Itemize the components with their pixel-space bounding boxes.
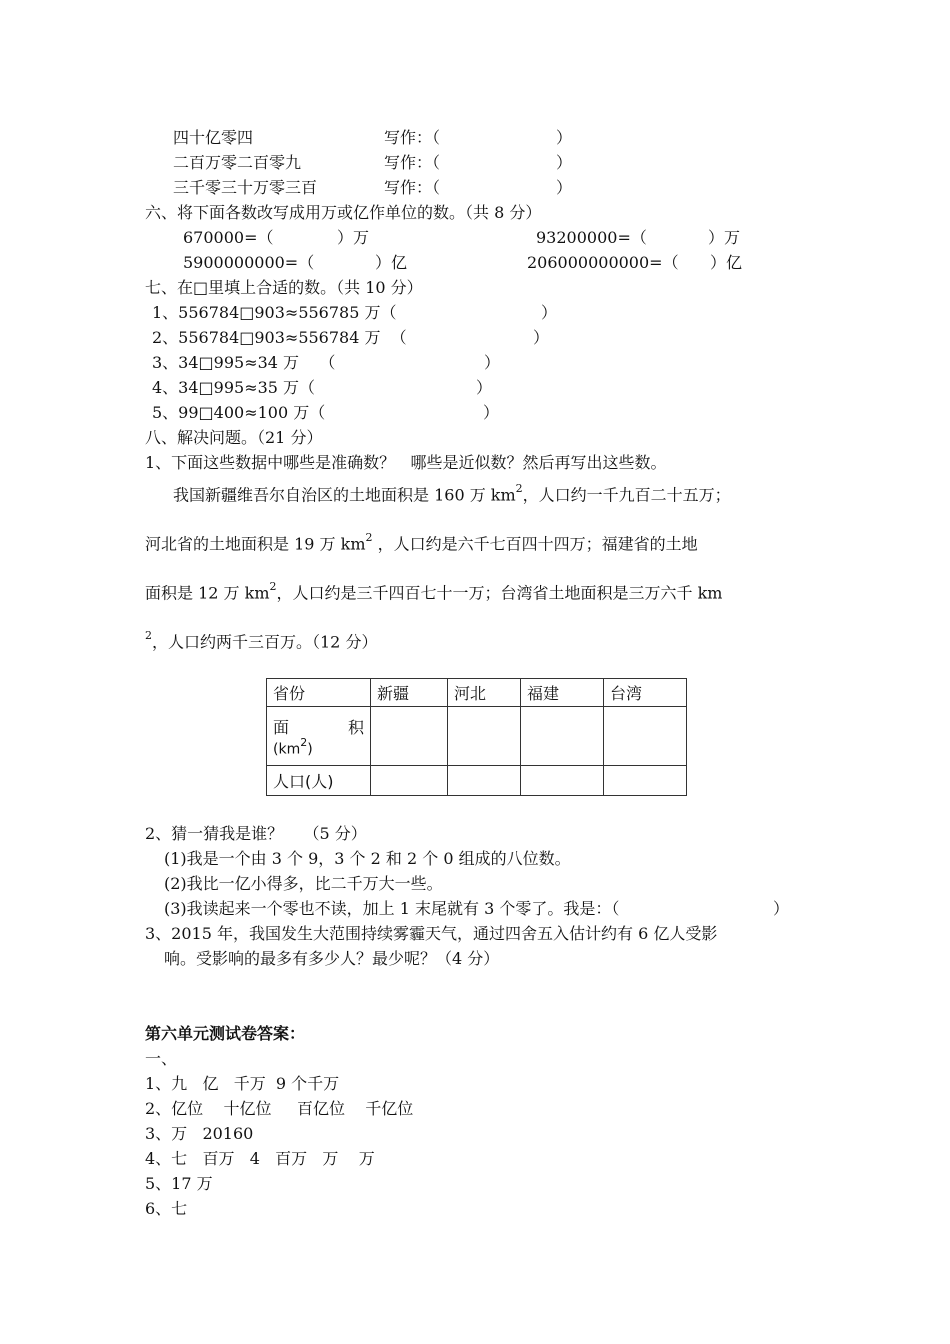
table-row-area-label: 面 积 $(km^2)$ xyxy=(267,707,371,766)
table-cell-pop-hebei[interactable] xyxy=(448,765,521,795)
section7-item-1: 1、556784□903≈556785 万（ xyxy=(152,303,397,322)
table-header-xinjiang: 新疆 xyxy=(371,679,448,707)
section6-item-3-unit: ）亿 xyxy=(375,253,408,272)
section6-item-1: 670000=（ xyxy=(183,228,274,247)
table-header-row xyxy=(267,679,687,707)
section7-item-1-close: ） xyxy=(541,303,558,322)
table-header-province: 省份 xyxy=(267,679,371,707)
write-item-label-3: 写作：（ xyxy=(384,178,441,197)
q3-line-1: 3、2015 年，我国发生大范围持续雾霾天气，通过四舍五入估计约有 6 亿人受影 xyxy=(145,924,718,943)
table-cell-area-taiwan[interactable] xyxy=(604,707,687,766)
table-cell-area-hebei[interactable] xyxy=(448,707,521,766)
answer-item-5: 5、17 万 xyxy=(145,1174,213,1193)
q2-line-3-close: ） xyxy=(773,899,790,918)
table-header-taiwan: 台湾 xyxy=(604,679,687,707)
section8-title: 八、解决问题。（21 分） xyxy=(145,428,323,447)
q2-line-3: (3)我读起来一个零也不读，加上 1 末尾就有 3 个零了。我是：（ xyxy=(164,899,620,918)
section7-item-3: 3、34□995≈34 万 （ xyxy=(152,353,336,372)
answer-item-4: 4、七 百万 4 百万 万 万 xyxy=(145,1149,375,1168)
section6-item-2-unit: ）万 xyxy=(708,228,741,247)
write-item-label-2: 写作：（ xyxy=(384,153,441,172)
table-row-population xyxy=(267,765,687,795)
answer-item-2: 2、亿位 十亿位 百亿位 千亿位 xyxy=(145,1099,414,1118)
section6-item-4: 206000000000=（ xyxy=(527,253,679,272)
q3-line-2: 响。受影响的最多有多少人？最少呢？（4 分） xyxy=(164,949,500,968)
q2-line-1: (1)我是一个由 3 个 9，3 个 2 和 2 个 0 组成的八位数。 xyxy=(164,849,571,868)
q1-title: 1、下面这些数据中哪些是准确数？ 哪些是近似数？然后再写出这些数。 xyxy=(145,453,667,472)
write-item-close-3: ） xyxy=(556,178,573,197)
section6-item-3: 5900000000=（ xyxy=(183,253,315,272)
answers-title: 第六单元测试卷答案： xyxy=(145,1024,306,1043)
write-item-close-2: ） xyxy=(556,153,573,172)
q1-paragraph-line-4: $^2$，人口约两千三百万。（12 分） xyxy=(145,629,378,652)
answers-part-label: 一、 xyxy=(145,1049,178,1068)
table-cell-pop-taiwan[interactable] xyxy=(604,765,687,795)
write-item-label-1: 写作：（ xyxy=(384,128,441,147)
write-item-text-1: 四十亿零四 xyxy=(173,128,254,147)
table-header-fujian: 福建 xyxy=(521,679,604,707)
table-cell-pop-fujian[interactable] xyxy=(521,765,604,795)
q2-line-2: (2)我比一亿小得多，比二千万大一些。 xyxy=(164,874,443,893)
q1-paragraph-line-1: 我国新疆维吾尔自治区的土地面积是 160 万 $km^2$，人口约一千九百二十五万； xyxy=(173,482,731,505)
table-cell-pop-xinjiang[interactable] xyxy=(371,765,448,795)
table-row-population-label: 人口(人) xyxy=(267,765,371,795)
section6-item-4-unit: ）亿 xyxy=(710,253,743,272)
section6-title: 六、将下面各数改写成用万或亿作单位的数。（共 8 分） xyxy=(145,203,542,222)
section6-item-2: 93200000=（ xyxy=(536,228,647,247)
q2-title: 2、猜一猜我是谁？ （5 分） xyxy=(145,824,367,843)
q1-paragraph-line-3: 面积是 12 万 $km^2$，人口约是三千四百七十一万；台湾省土地面积是三万六千 km xyxy=(145,580,723,603)
write-item-text-2: 二百万零二百零九 xyxy=(173,153,302,172)
section7-title: 七、在□里填上合适的数。（共 10 分） xyxy=(145,278,423,297)
answer-item-6: 6、七 xyxy=(145,1199,188,1218)
write-item-text-3: 三千零三十万零三百 xyxy=(173,178,318,197)
section7-item-4: 4、34□995≈35 万（ xyxy=(152,378,316,397)
section7-item-2: 2、556784□903≈556784 万 （ xyxy=(152,328,407,347)
table-row-area xyxy=(267,707,687,766)
section7-item-3-close: ） xyxy=(484,353,501,372)
q1-paragraph-line-2: 河北省的土地面积是 19 万 $km^2$ ，人口约是六千七百四十四万；福建省的土地 xyxy=(145,531,698,554)
section6-item-1-unit: ）万 xyxy=(337,228,370,247)
answer-item-1: 1、九 亿 千万 9 个千万 xyxy=(145,1074,340,1093)
section7-item-5-close: ） xyxy=(483,403,500,422)
section7-item-5: 5、99□400≈100 万（ xyxy=(152,403,326,422)
write-item-close-1: ） xyxy=(556,128,573,147)
province-table xyxy=(266,678,687,796)
table-cell-area-fujian[interactable] xyxy=(521,707,604,766)
section7-item-2-close: ） xyxy=(533,328,550,347)
table-header-hebei: 河北 xyxy=(448,679,521,707)
answer-item-3: 3、万 20160 xyxy=(145,1124,254,1143)
section7-item-4-close: ） xyxy=(476,378,493,397)
table-cell-area-xinjiang[interactable] xyxy=(371,707,448,766)
